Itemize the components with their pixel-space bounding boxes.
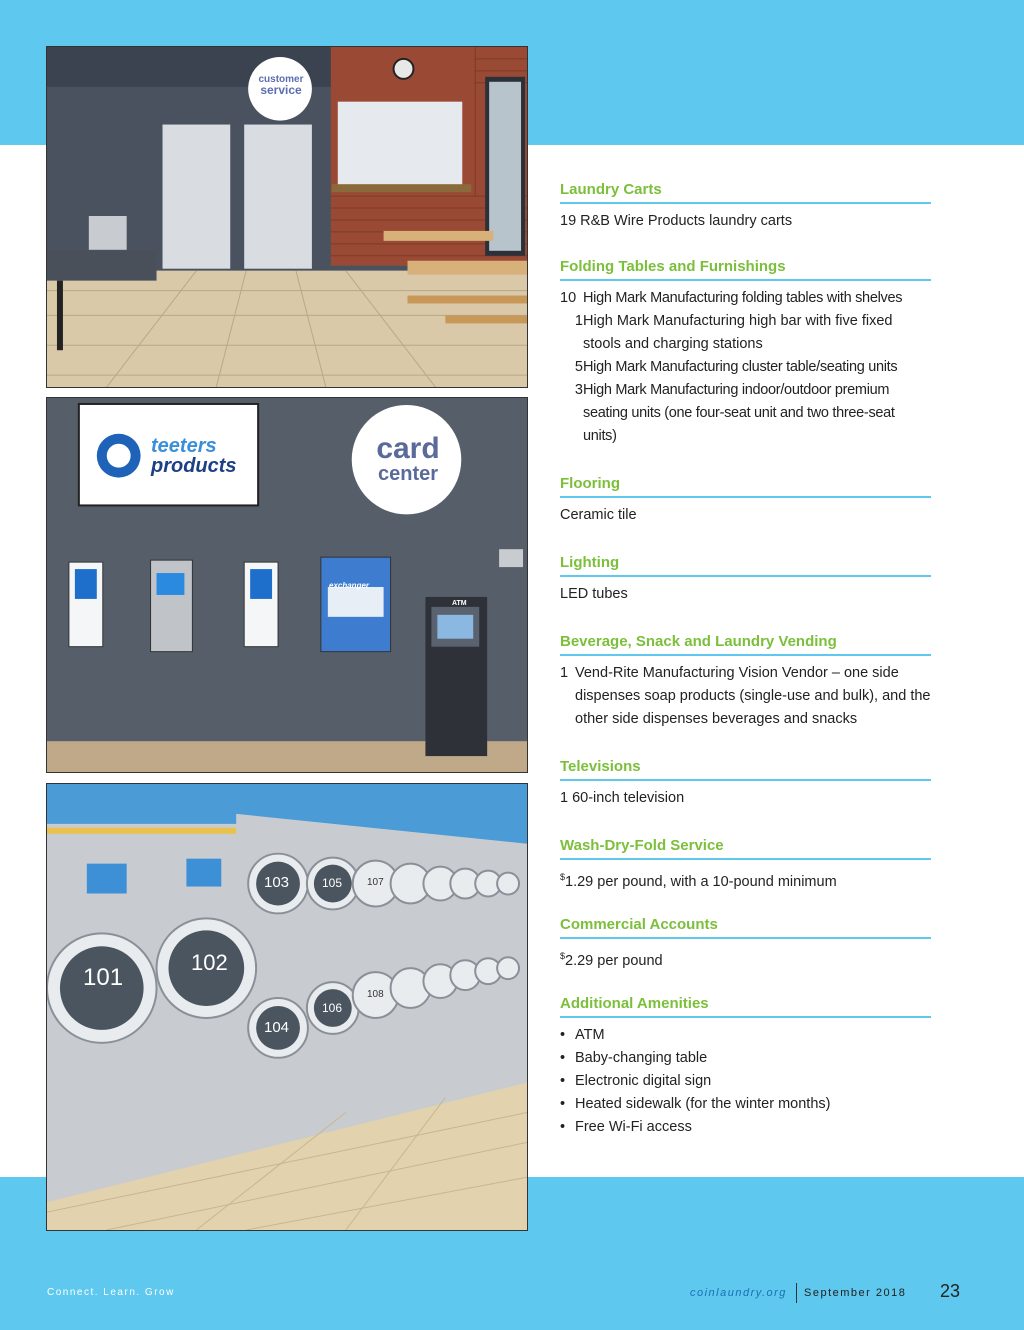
machine-108-label: 108	[367, 989, 384, 1000]
item-quantity: 1	[574, 313, 583, 329]
section-title: Beverage, Snack and Laundry Vending	[560, 633, 931, 656]
price-text: 2.29 per pound	[565, 952, 663, 969]
customer-service-sign-line2: service	[260, 83, 302, 97]
exchanger-label: exchanger	[329, 581, 370, 590]
section-line: Ceramic tile	[560, 507, 637, 523]
section-title: Laundry Carts	[560, 181, 931, 204]
item-text: High Mark Manufacturing folding tables with shelves	[583, 290, 903, 306]
machine-106-label: 106	[322, 1001, 343, 1015]
photo-customer-service-area	[46, 46, 528, 388]
machine-103-label: 103	[264, 874, 290, 891]
amenity-item: • Electronic digital sign	[560, 1070, 931, 1093]
list-item	[560, 662, 931, 731]
amenity-item: • Baby-changing table	[560, 1047, 931, 1070]
item-quantity: 5	[574, 359, 583, 375]
machine-105-label: 105	[322, 876, 343, 890]
photo-card-center-wall	[46, 397, 528, 773]
section-title: Additional Amenities	[560, 995, 931, 1018]
section-line: 19 R&B Wire Products laundry carts	[560, 213, 793, 229]
price-currency: $	[560, 872, 566, 882]
customer-service-sign-line1: customer	[258, 74, 304, 85]
machine-101-label: 101	[83, 964, 124, 991]
footer-issue-date: September 2018	[804, 1287, 907, 1299]
machine-104-label: 104	[264, 1019, 290, 1036]
footer-divider	[796, 1283, 797, 1303]
price-currency: $	[560, 951, 566, 961]
page-number: 23	[940, 1281, 961, 1301]
section-line: LED tubes	[560, 586, 628, 602]
footer-tagline: Connect. Learn. Grow	[47, 1287, 175, 1298]
teeters-logo-line1: teeters	[151, 435, 217, 457]
list-item	[560, 310, 931, 356]
photo-washer-row	[46, 783, 528, 1231]
section-title: Folding Tables and Furnishings	[560, 258, 931, 281]
amenity-item: • ATM	[560, 1024, 931, 1047]
section-title: Wash-Dry-Fold Service	[560, 837, 931, 860]
amenity-item: • Free Wi-Fi access	[560, 1116, 931, 1139]
price-text: 1.29 per pound, with a 10-pound minimum	[565, 873, 837, 890]
section-wash-dry-fold	[560, 837, 931, 894]
section-televisions	[560, 758, 931, 810]
card-center-sign-line1: card	[376, 432, 440, 465]
card-center-sign-line2: center	[377, 463, 439, 485]
item-text: High Mark Manufacturing cluster table/seating units	[583, 359, 898, 375]
item-quantity: 1	[560, 665, 569, 681]
section-vending	[560, 633, 931, 731]
item-text: Vend-Rite Manufacturing Vision Vendor – one side dispenses soap products (single-use and bulk), and the other side dispenses beverages and snacks	[575, 665, 931, 727]
item-quantity: 3	[574, 382, 583, 398]
list-item	[560, 379, 931, 448]
item-quantity: 10	[560, 290, 577, 306]
section-title: Televisions	[560, 758, 931, 781]
section-folding-tables	[560, 258, 931, 448]
section-commercial-accounts	[560, 916, 931, 973]
footer-website-link[interactable]: coinlaundry.org	[690, 1287, 787, 1299]
item-text: High Mark Manufacturing high bar with five fixed stools and charging stations	[583, 313, 893, 352]
item-text: High Mark Manufacturing indoor/outdoor premium seating units (one four-seat unit and two three-seat units)	[583, 382, 895, 444]
machine-107-label: 107	[367, 877, 384, 888]
section-flooring	[560, 475, 931, 527]
list-item	[560, 356, 931, 379]
section-title: Lighting	[560, 554, 931, 577]
atm-label: ATM	[452, 600, 467, 607]
section-laundry-carts	[560, 181, 931, 233]
machine-102-label: 102	[191, 950, 228, 975]
list-item	[560, 287, 931, 310]
amenity-item: • Heated sidewalk (for the winter months)	[560, 1093, 931, 1116]
teeters-logo-line2: products	[151, 455, 237, 477]
section-title: Flooring	[560, 475, 931, 498]
section-additional-amenities	[560, 995, 931, 1139]
section-line: 1 60-inch television	[560, 790, 685, 806]
section-lighting	[560, 554, 931, 606]
section-title: Commercial Accounts	[560, 916, 931, 939]
